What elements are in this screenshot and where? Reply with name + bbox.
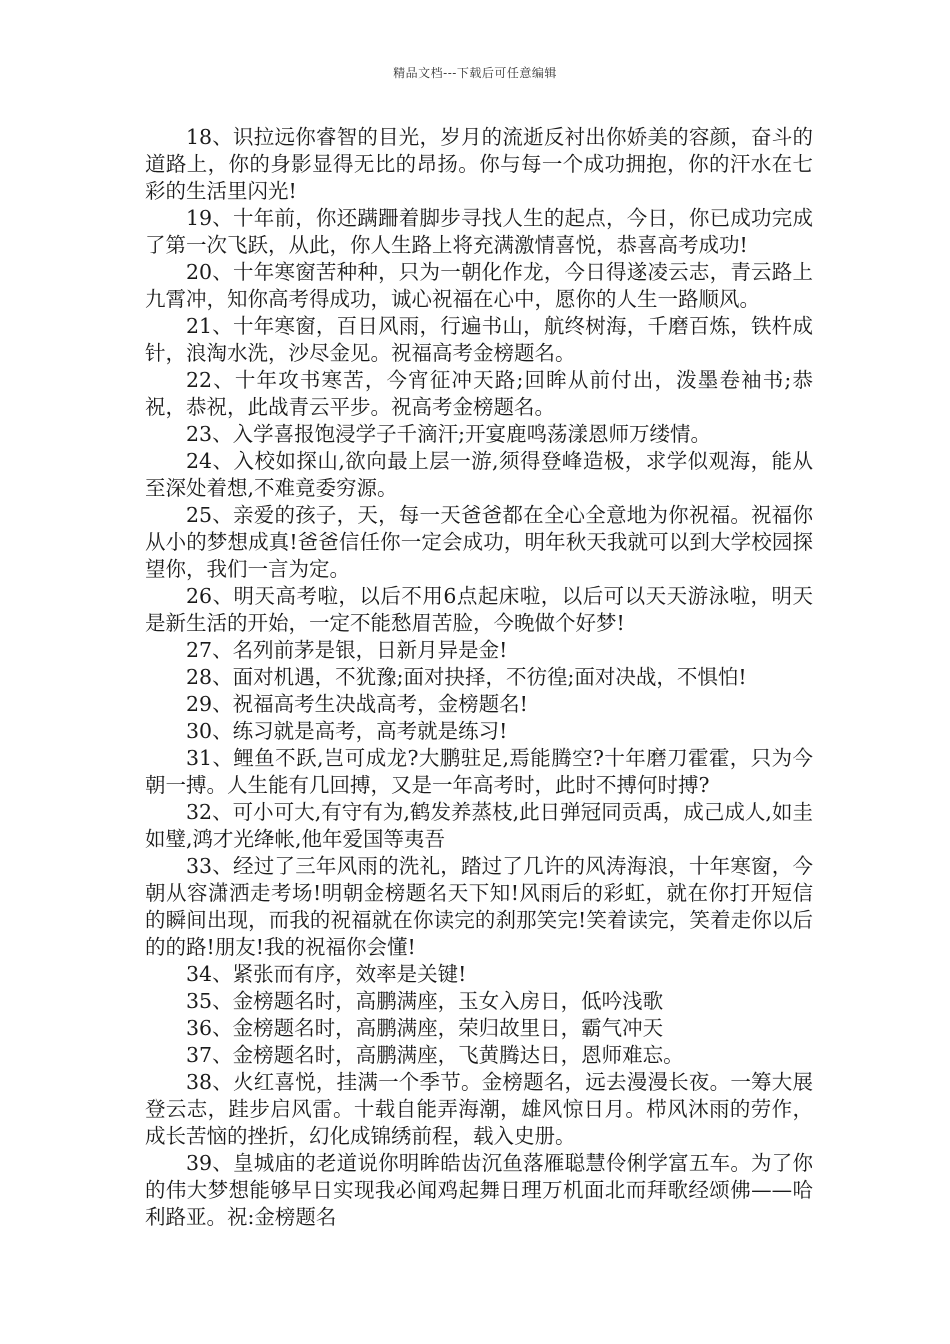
paragraph: 39、皇城庙的老道说你明眸皓齿沉鱼落雁聪慧伶俐学富五车。为了你的伟大梦想能够早日实现我必闻鸡起舞日理万机面北而拜歌经颂佛——哈利路亚。祝:金榜题名 [145, 1151, 813, 1229]
paragraph: 22、十年攻书寒苦，今宵征冲天路;回眸从前付出，泼墨卷袖书;恭祝，恭祝，此战青云平步。祝高考金榜题名。 [145, 368, 813, 419]
paragraph: 29、祝福高考生决战高考，金榜题名! [186, 692, 528, 716]
paragraph: 26、明天高考啦，以后不用6点起床啦，以后可以天天游泳啦，明天是新生活的开始，一定不能愁眉苦脸，今晚做个好梦! [145, 584, 813, 635]
paragraph: 25、亲爱的孩子，天，每一天爸爸都在全心全意地为你祝福。祝福你从小的梦想成真!爸爸信任你一定会成功，明年秋天我就可以到大学校园探望你，我们一言为定。 [145, 503, 813, 581]
paragraph: 30、练习就是高考，高考就是练习! [186, 719, 508, 743]
paragraph: 33、经过了三年风雨的洗礼，踏过了几许的风涛海浪，十年寒窗，今朝从容潇洒走考场!明朝金榜题名天下知!风雨后的彩虹，就在你打开短信的瞬间出现，而我的祝福就在你读完的刹那笑完!笑着读完，笑着走你以后的的路!朋友!我的祝福你会懂! [145, 854, 813, 959]
document-body [145, 124, 813, 1231]
paragraph: 23、入学喜报饱浸学子千滴汗;开宴鹿鸣荡漾恩师万缕情。 [186, 422, 711, 446]
paragraph: 38、火红喜悦，挂满一个季节。金榜题名，远去漫漫长夜。一筹大展登云志，跬步启风雷。十载自能弄海潮，雄风惊日月。栉风沐雨的劳作，成长苦恼的挫折，幻化成锦绣前程，载入史册。 [145, 1070, 813, 1148]
paragraph: 36、金榜题名时，高鹏满座，荣归故里日，霸气冲天 [186, 1016, 664, 1040]
page-header: 精品文档---下载后可任意编辑 [393, 66, 557, 80]
paragraph: 37、金榜题名时，高鹏满座，飞黄腾达日，恩师难忘。 [186, 1043, 684, 1067]
paragraph: 28、面对机遇，不犹豫;面对抉择，不彷徨;面对决战，不惧怕! [186, 665, 747, 689]
paragraph: 19、十年前，你还蹒跚着脚步寻找人生的起点，今日，你已成功完成了第一次飞跃，从此，你人生路上将充满激情喜悦，恭喜高考成功! [145, 206, 813, 257]
paragraph: 20、十年寒窗苦种种，只为一朝化作龙，今日得遂凌云志，青云路上九霄冲，知你高考得成功，诚心祝福在心中，愿你的人生一路顺风。 [145, 260, 813, 311]
paragraph: 32、可小可大,有守有为,鹤发养蒸枝,此日弹冠同贡禹，成己成人,如圭如璧,鸿才光绛帐,他年爱国等夷吾 [145, 800, 813, 851]
paragraph: 18、识拉远你睿智的目光，岁月的流逝反衬出你娇美的容颜，奋斗的道路上，你的身影显得无比的昂扬。你与每一个成功拥抱，你的汗水在七彩的生活里闪光! [145, 125, 813, 203]
paragraph: 31、鲤鱼不跃,岂可成龙?大鹏驻足,焉能腾空?十年磨刀霍霍，只为今朝一搏。人生能有几回搏，又是一年高考时，此时不搏何时搏? [145, 746, 813, 797]
paragraph: 27、名列前茅是银，日新月异是金! [186, 638, 508, 662]
paragraph: 34、紧张而有序，效率是关键! [186, 962, 467, 986]
paragraph: 24、入校如探山,欲向最上层一游,须得登峰造极，求学似观海，能从至深处着想,不难竟委穷源。 [145, 449, 813, 500]
paragraph: 35、金榜题名时，高鹏满座，玉女入房日，低吟浅歌 [186, 989, 664, 1013]
paragraph: 21、十年寒窗，百日风雨，行遍书山，航终树海，千磨百炼，铁杵成针，浪淘水洗，沙尽金见。祝福高考金榜题名。 [145, 314, 813, 365]
